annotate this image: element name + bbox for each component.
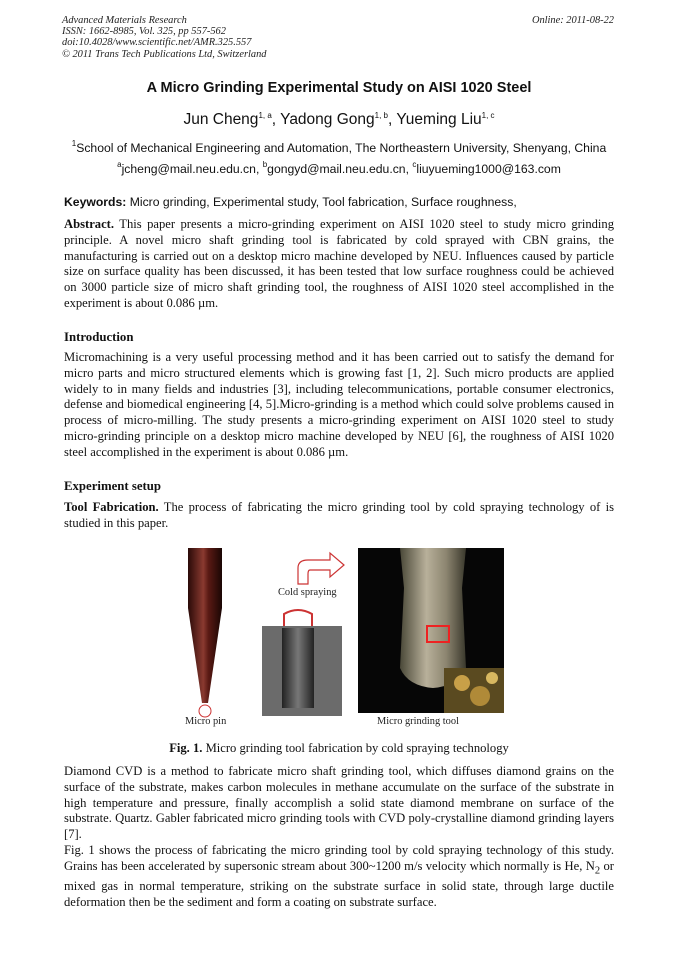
body-paragraph-2 [64, 843, 614, 911]
issn: ISSN: 1662-8985, Vol. 325, pp 557-562 [62, 26, 226, 38]
author-name: Jun Cheng [183, 111, 259, 128]
pin-shape [188, 548, 222, 703]
keywords-text: Micro grinding, Experimental study, Tool fabrication, Surface roughness, [129, 195, 517, 209]
author-sup: 1, c [481, 111, 495, 120]
arrow-icon [298, 553, 344, 584]
email-link[interactable]: jcheng@mail.neu.edu.cn [121, 162, 256, 176]
spray-arc [284, 610, 312, 626]
affiliation [0, 139, 678, 155]
author-name: Yadong Gong [280, 111, 375, 128]
subscript: 2 [594, 865, 601, 877]
abstract-text: This paper presents a micro-grinding experiment on AISI 1020 steel to study micro grinding principle. A novel micro shaft grinding tool is fabricated by cold sprayed with CBN grains, the manufacturing is carried out on a desktop micro machine developed by NEU. Influences caused by particle size on surface quality has been discussed, it has been tested that low surface roughness could be achieved on 3000 particle size of micro shaft grinding tool, the roughness of AISI 1020 steel accomplished in the experiment is about 0.086 µm. [64, 217, 615, 310]
email-sup: a [117, 160, 122, 169]
body-paragraph-2-b: or mixed gas in normal temperature, striking on the substrate surface in solid state, through large ductile deformation then be the sediment and form a coating on substrate surface. [64, 858, 614, 909]
experiment-heading: Experiment setup [64, 479, 162, 493]
tool-fabrication-label: Tool Fabrication. [64, 500, 159, 514]
email-sup: c [412, 160, 417, 169]
tool-fabrication [64, 500, 614, 532]
caption-label: Fig. 1. [169, 741, 203, 755]
email-link[interactable]: liuyueming1000@163.com [416, 162, 561, 176]
rod-shape [282, 628, 314, 708]
abstract-label: Abstract. [64, 217, 115, 231]
body-paragraph-2-a: Fig. 1 shows the process of fabricating the micro grinding tool by cold spraying technology of this study. Grains has been accelerated by supersonic stream about 300~1200 m/s velocity which normally is He, N [64, 843, 614, 873]
tool-body [400, 548, 466, 688]
figure-caption [0, 741, 678, 756]
introduction-heading: Introduction [64, 330, 134, 344]
journal-header [62, 15, 266, 60]
journal-name: Advanced Materials Research [62, 15, 187, 26]
copyright: © 2011 Trans Tech Publications Ltd, Switzerland [62, 48, 267, 60]
micro-pin-label: Micro pin [185, 716, 227, 727]
grain-dot [486, 672, 498, 684]
tool-fabrication-text: The process of fabricating the micro grinding tool by cold spraying technology of is studied in this paper. [64, 500, 614, 530]
grinding-tool-photo [358, 548, 504, 713]
author-name: Yueming Liu [396, 111, 482, 128]
paper-title: A Micro Grinding Experimental Study on AISI 1020 Steel [146, 80, 532, 96]
micro-grinding-tool-label: Micro grinding tool [377, 716, 459, 727]
affiliation-sup: 1 [71, 139, 77, 148]
grain-dot [470, 686, 490, 706]
email-sup: b [262, 160, 268, 169]
introduction-text: Micromachining is a very useful processing method and it has been carried out to satisfy the demand for micro parts and micro structured elements which is growing fast [1, 2]. Such micro products are applied widely to in many fields and industries [3], including telecommunications, portable consumer electronics, defense and biomedical engineering [4, 5].Micro-grinding is a method which could solve problems caused in process of micro-milling. The study presents a micro-grinding experiment on AISI 1020 steel to study micro-grinding principle on a desktop micro machine developed by NEU [6], the roughness of AISI 1020 steel accomplished in the experiment is about 0.086 µm. [64, 350, 614, 459]
cold-spray-arrow [280, 548, 355, 588]
author-sup: 1, b [374, 111, 388, 120]
cold-spraying-label: Cold spraying [278, 587, 337, 598]
author-list: Jun Cheng$^{1, a}$, Yadong Gong$^{1, b}$, Yueming Liu$^{1, c}$ [183, 111, 495, 128]
abstract [64, 217, 614, 312]
grain-dot [454, 675, 470, 691]
caption-text: Micro grinding tool fabrication by cold spraying technology [205, 741, 509, 755]
email-link[interactable]: gongyd@mail.neu.edu.cn [267, 162, 406, 176]
body-paragraph-1: Diamond CVD is a method to fabricate micro shaft grinding tool, which diffuses diamond grains on the surface of the substrate, makes carbon molecules in methane accumulate on the surface of the substrate in high temperature and pressure, finally accomplish a solid state diamond membrane on surface of the substrate. Quartz. Gabler fabricated micro grinding tools with CVD poly-crystalline diamond grinding layers [7]. [64, 764, 614, 842]
author-sup: 1, a [258, 111, 272, 120]
keywords-label: Keywords: [64, 195, 127, 209]
affiliation-text: School of Mechanical Engineering and Automation, The Northeastern University, Shenyang, China [76, 141, 607, 155]
keywords [64, 195, 624, 209]
email-list: $^a$jcheng@mail.neu.edu.cn, $^b$gongyd@mail.neu.edu.cn, $^c$liuyueming1000@163.com [117, 160, 561, 176]
online-date: Online: 2011-08-22 [531, 15, 614, 26]
doi: doi:10.4028/www.scientific.net/AMR.325.557 [62, 37, 252, 49]
